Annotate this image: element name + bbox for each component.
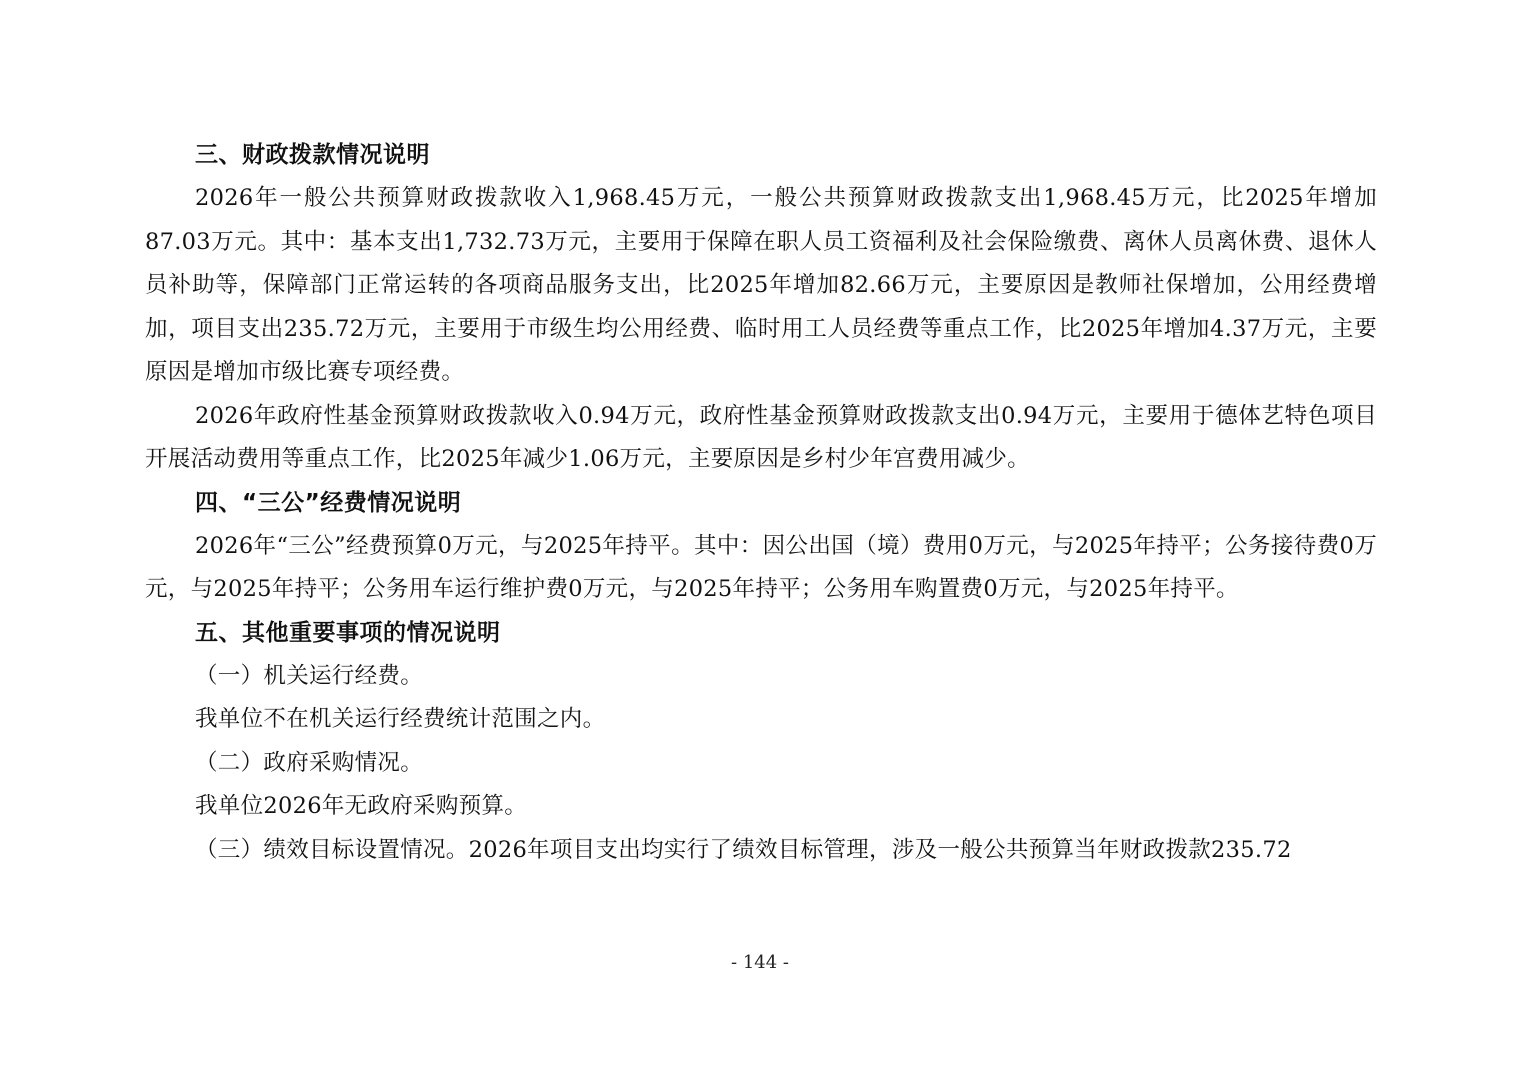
- section-5-paragraph-2: 我单位2026年无政府采购预算。: [195, 793, 528, 819]
- section-3-heading: 三、财政拨款情况说明: [195, 142, 430, 168]
- section-5-subheading-1: （一）机关运行经费。: [195, 662, 424, 689]
- section-5-subheading-2: （二）政府采购情况。: [195, 749, 424, 776]
- section-5-heading: 五、其他重要事项的情况说明: [195, 619, 501, 646]
- section-5-paragraph-1: 我单位不在机关运行经费统计范围之内。: [195, 706, 606, 732]
- section-4-paragraph-1: 2026年“三公”经费预算0万元，与2025年持平。其中：因公出国（境）费用0万元，与2025年持平；公务接待费0万元，与2025年持平；公务用车运行维护费0万元，与2025年持平；公务用车购置费0万元，与2025年持平。: [145, 532, 1377, 602]
- section-5-paragraph-3: （三）绩效目标设置情况。2026年项目支出均实行了绩效目标管理，涉及一般公共预算当年财政拨款235.72: [195, 836, 1292, 863]
- document-body: [145, 134, 1377, 872]
- page-number: - 144 -: [731, 952, 789, 973]
- section-3-paragraph-2: 2026年政府性基金预算财政拨款收入0.94万元，政府性基金预算财政拨款支出0.94万元，主要用于德体艺特色项目开展活动费用等重点工作，比2025年减少1.06万元，主要原因是乡村少年宫费用减少。: [145, 402, 1377, 472]
- section-4-heading: 四、“三公”经费情况说明: [195, 489, 462, 516]
- section-3-paragraph-1: 2026年一般公共预算财政拨款收入1,968.45万元，一般公共预算财政拨款支出1,968.45万元，比2025年增加87.03万元。其中：基本支出1,732.73万元，主要用于保障在职人员工资福利及社会保险缴费、离休人员离休费、退休人员补助等，保障部门正常运转的各项商品服务支出，比2025年增加82.66万元，主要原因是教师社保增加，公用经费增加，项目支出235.72万元，主要用于市级生均公用经费、临时用工人员经费等重点工作，比2025年增加4.37万元，主要原因是增加市级比赛专项经费。: [145, 185, 1377, 385]
